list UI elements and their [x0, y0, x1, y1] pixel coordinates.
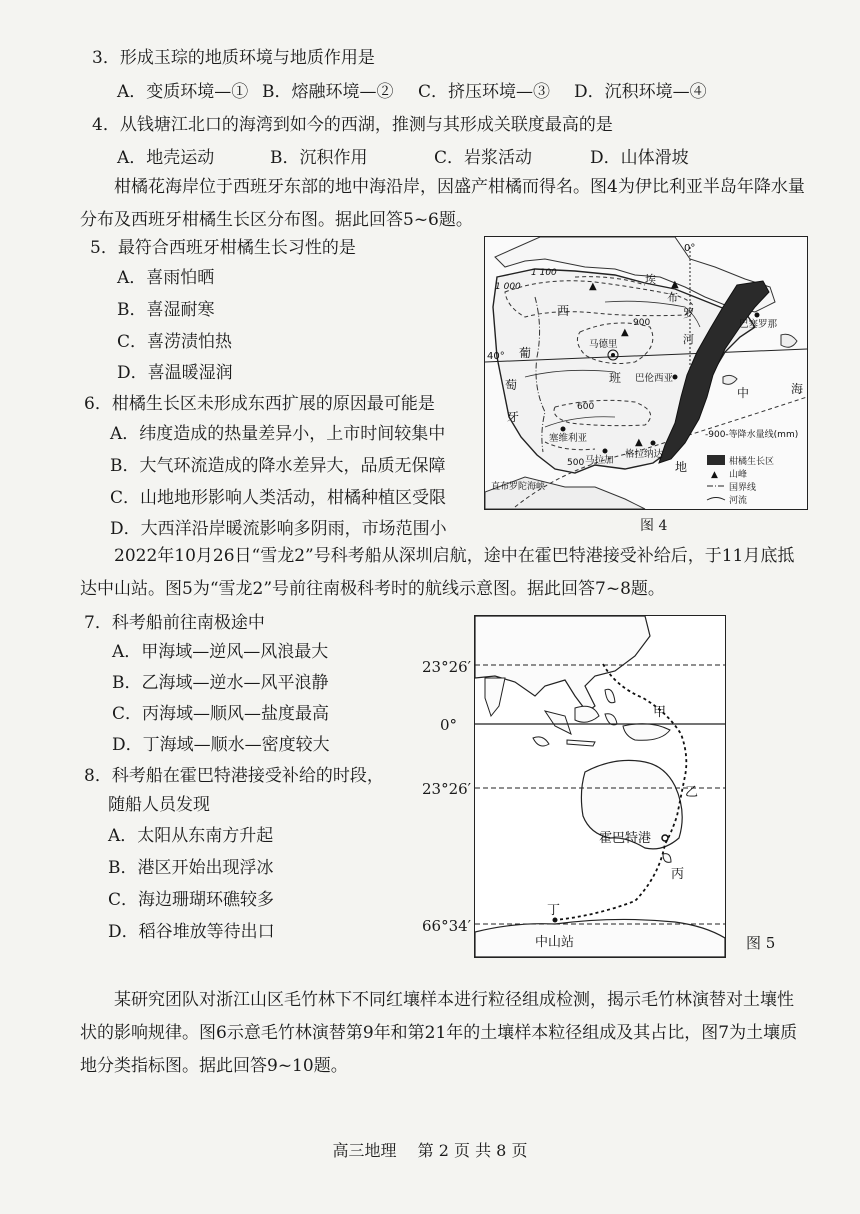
map-label-madrid: 马德里 — [589, 339, 618, 350]
fig5-lat-tropic-n: 23°26′ — [422, 658, 472, 676]
fig5-lat-tropic-s: 23°26′ — [422, 780, 472, 798]
legend-river: 河流 — [729, 496, 748, 506]
q3-stem: 3．形成玉琮的地质环境与地质作用是 — [92, 48, 375, 68]
q5-option-d: D．喜温暖湿润 — [117, 363, 233, 383]
map-label-malaga: 马拉加 — [585, 455, 614, 466]
figure-4-caption: 图 4 — [640, 518, 668, 534]
q8-stem-line2: 随船人员发现 — [108, 795, 210, 815]
peak-icon: ▲ — [621, 327, 629, 338]
q6-option-c: C．山地地形影响人类活动，柑橘种植区受限 — [110, 488, 447, 508]
q3-option-a: A．变质环境—① — [117, 82, 249, 102]
q4-option-d: D．山体滑坡 — [590, 148, 689, 168]
map-label-ban: 班 — [609, 371, 622, 385]
intro-5-6: 柑橘花海岸位于西班牙东部的地中海沿岸，因盛产柑橘而得名。图4为伊比利亚半岛年降水量分布及西班牙柑橘生长区分布图。据此回答5~6题。 — [80, 177, 805, 230]
footer-subject: 高三地理 — [332, 1141, 397, 1160]
route-label-zhongshan: 中山站 — [535, 935, 575, 950]
valencia-city-icon — [673, 375, 678, 380]
q6-option-a: A．纬度造成的热量差异小，上市时间较集中 — [110, 424, 446, 444]
q6-stem: 6．柑橘生长区未形成东西扩展的原因最可能是 — [84, 394, 435, 414]
figure-5-map — [474, 615, 726, 958]
intro-9-10: 某研究团队对浙江山区毛竹林下不同红壤样本进行粒径组成检测，揭示毛竹林演替对土壤性状的影响规律。图6示意毛竹林演替第9年和第21年的土壤样本粒径组成及其占比，图7为土壤质地分类指标图。据此回答9~10题。 — [80, 990, 798, 1076]
peak-icon: ▲ — [589, 281, 597, 292]
figure-4-map — [484, 236, 808, 510]
route-label-bing: 丙 — [671, 867, 685, 882]
granada-city-icon — [651, 441, 656, 446]
map-label-pu: 葡 — [519, 346, 532, 360]
malaga-city-icon — [603, 449, 608, 454]
map-label-pyrenees-4: 河 — [683, 333, 694, 346]
map-label-hai: 海 — [791, 382, 804, 396]
q8-stem-line1: 8．科考船在霍巴特港接受补给的时段， — [84, 766, 384, 786]
legend-peak: 山峰 — [729, 470, 748, 480]
page-footer — [0, 1138, 860, 1161]
intro-7-8: 2022年10月26日“雪龙2”号科考船从深圳启航，途中在霍巴特港接受补给后，于11月底抵达中山站。图5为“雪龙2”号前往南极科考时的航线示意图。据此回答7~8题。 — [80, 546, 795, 599]
peak-icon: ▲ — [671, 279, 679, 290]
q8-option-b: B．港区开始出现浮冰 — [108, 858, 274, 878]
hobart-port-icon — [662, 835, 668, 841]
map-label-lat40: 40° — [487, 351, 505, 362]
q5-option-c: C．喜涝渍怕热 — [117, 332, 233, 352]
q7-option-b: B．乙海域—逆水—风平浪静 — [112, 673, 329, 693]
fig5-lat-equator: 0° — [440, 716, 458, 734]
map-label-pyrenees-2: 布 — [667, 291, 678, 304]
map-label-iso500: 500 — [567, 458, 585, 468]
q3-option-d: D．沉积环境—④ — [574, 82, 707, 102]
map-label-zhong: 中 — [737, 386, 750, 400]
legend-peak-icon: ▲ — [711, 470, 718, 480]
map-label-tao: 萄 — [505, 378, 518, 392]
route-label-ding: 丁 — [547, 903, 561, 918]
legend-border: 国界线 — [729, 483, 757, 493]
barcelona-city-icon — [755, 313, 760, 318]
map-label-iso600: 600 — [577, 402, 595, 412]
route-label-yi: 乙 — [685, 785, 699, 800]
legend-citrus-swatch — [707, 455, 725, 465]
map-label-iso1100: 1 100 — [531, 268, 557, 278]
map-label-granada: 格拉纳达 — [625, 449, 664, 460]
legend-isohyet: -900-等降水量线(mm) — [705, 430, 799, 440]
q7-stem: 7．科考船前往南极途中 — [84, 613, 265, 633]
zhongshan-station-icon — [553, 918, 558, 923]
iberia-map-svg — [485, 237, 807, 509]
antarctica-shape — [475, 919, 725, 957]
q7-option-d: D．丁海域—顺水—密度较大 — [112, 735, 330, 755]
q3-option-b: B．熔融环境—② — [262, 82, 394, 102]
q3-option-c: C．挤压环境—③ — [418, 82, 551, 102]
q4-option-c: C．岩浆活动 — [434, 148, 533, 168]
map-label-meridian: 0° — [684, 243, 696, 254]
map-label-ya: 牙 — [507, 410, 520, 424]
map-label-gibraltar: 直布罗陀海峡 — [491, 482, 546, 492]
map-label-iso1000: 1 000 — [495, 282, 521, 292]
q6-option-d: D．大西洋沿岸暖流影响多阴雨，市场范围小 — [110, 519, 447, 539]
map-label-iso900: 900 — [633, 318, 651, 328]
legend-citrus: 柑橘生长区 — [729, 457, 775, 467]
q5-option-a: A．喜雨怕晒 — [117, 268, 215, 288]
map-label-valencia: 巴伦西亚 — [635, 373, 674, 384]
q8-option-c: C．海边珊瑚环礁较多 — [108, 890, 275, 910]
q5-stem: 5．最符合西班牙柑橘生长习性的是 — [90, 238, 356, 258]
q7-option-c: C．丙海域—顺风—盐度最高 — [112, 704, 330, 724]
route-label-hobart: 霍巴特港 — [599, 831, 652, 846]
madrid-capital-icon — [611, 353, 615, 357]
map-label-barcelona: 巴塞罗那 — [739, 319, 778, 330]
figure-5-caption: 图 5 — [746, 934, 776, 952]
map-label-pyrenees-1: 埃 — [645, 273, 656, 286]
map-label-pyrenees-3: 罗 — [683, 307, 694, 320]
q4-option-b: B．沉积作用 — [270, 148, 368, 168]
fig5-lat-polar: 66°34′ — [422, 917, 472, 935]
route-map-svg — [475, 616, 725, 957]
map-label-xi: 西 — [557, 304, 570, 318]
q4-option-a: A．地壳运动 — [117, 148, 215, 168]
q6-option-b: B．大气环流造成的降水差异大，品质无保障 — [110, 456, 446, 476]
peak-icon: ▲ — [635, 437, 643, 448]
map-label-di: 地 — [675, 460, 688, 474]
q8-option-a: A．太阳从东南方升起 — [108, 826, 274, 846]
route-label-jia: 甲 — [653, 705, 667, 720]
q8-option-d: D．稻谷堆放等待出口 — [108, 922, 275, 942]
q7-option-a: A．甲海域—逆风—风浪最大 — [112, 642, 329, 662]
footer-page-number: 第 2 页 共 8 页 — [417, 1141, 528, 1160]
q5-option-b: B．喜湿耐寒 — [117, 300, 215, 320]
q4-stem: 4．从钱塘江北口的海湾到如今的西湖，推测与其形成关联度最高的是 — [92, 115, 613, 135]
sevilla-city-icon — [561, 427, 566, 432]
map-label-sevilla: 塞维利亚 — [549, 433, 588, 444]
